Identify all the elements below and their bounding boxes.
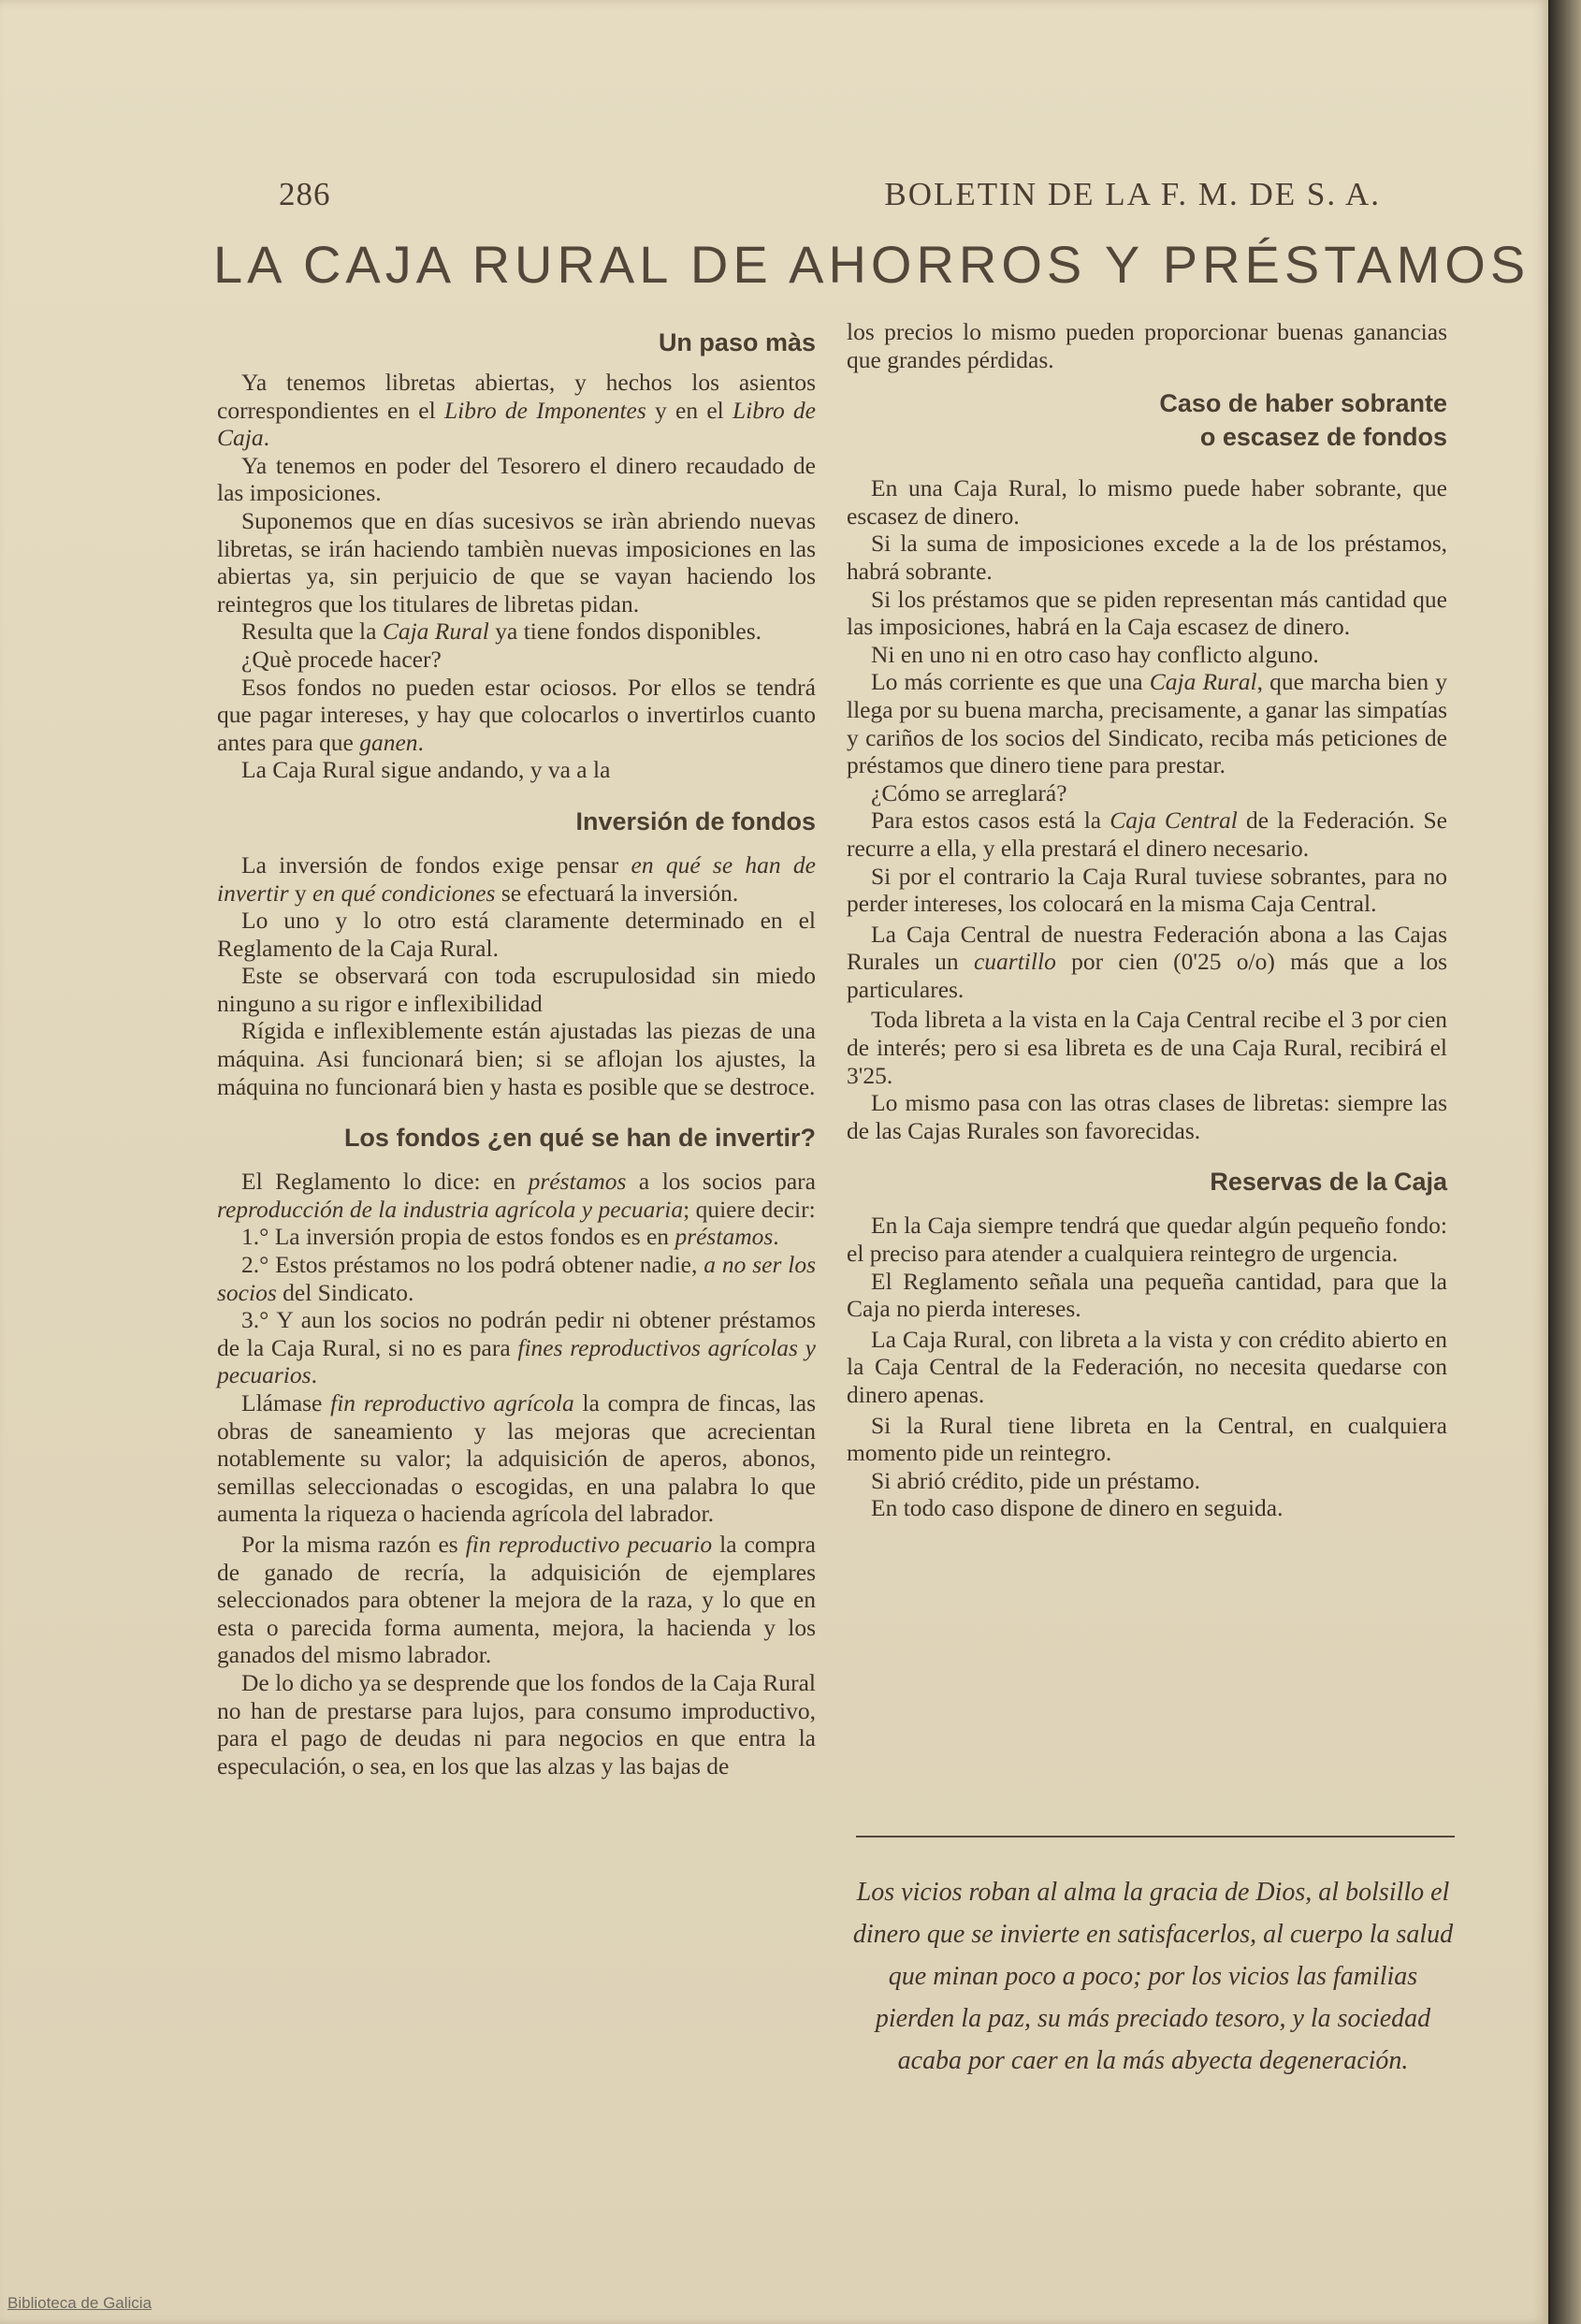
paragraph: ¿Què procede hacer?: [241, 645, 442, 673]
paragraph: ¿Cómo se arreglará?: [871, 778, 1067, 806]
paragraph: La Caja Rural, con libreta a la vista y con crédito abierto en la Caja Central de la Federación, no necesita quedarse con dinero apenas.: [847, 1325, 1447, 1408]
running-header: [279, 176, 1381, 217]
section-heading: Los fondos ¿en qué se han de invertir?: [343, 1124, 816, 1153]
paragraph: Ni en uno ni en otro caso hay conflicto alguno.: [871, 640, 1319, 668]
page-number: 286: [279, 176, 331, 212]
section-heading: Inversión de fondos: [575, 806, 816, 835]
paragraph: Lo uno y lo otro está claramente determinado en el Reglamento de la Caja Rural.: [217, 907, 816, 962]
paragraph: El Reglamento señala una pequeña cantidad, para que la Caja no pierda intereses.: [847, 1267, 1447, 1323]
paragraph: En una Caja Rural, lo mismo puede haber sobrante, que escasez de dinero.: [847, 474, 1447, 530]
paragraph: Rígida e inflexiblemente están ajustadas las piezas de una máquina. Asi funcionará bien; si se aflojan los ajustes, la máquina no funcionará bien y hasta es posible que se destroce.: [217, 1017, 816, 1100]
journal-name: BOLETIN DE LA F. M. DE S. A.: [884, 176, 1381, 212]
paragraph: Si por el contrario la Caja Rural tuviese sobrantes, para no perder intereses, los colocará en la misma Caja Central.: [847, 862, 1447, 918]
paragraph: Si abrió crédito, pide un préstamo.: [871, 1466, 1200, 1494]
paragraph: Llámase fin reproductivo agrícola la compra de fincas, las obras de saneamiento y las mejoras que acrecientan notablemente su valor; la adquisición de aperos, abonos, semillas seleccionadas o escogidas, en una palabra lo que aumenta la riqueza o hacienda agrícola del labrador.: [217, 1389, 816, 1528]
paragraph: Ya tenemos libretas abiertas, y hechos los asientos correspondientes en el Libro de Imponentes y en el Libro de Caja.: [217, 369, 816, 452]
paragraph: Si la Rural tiene libreta en la Central, en cualquiera momento pide un reintegro.: [847, 1411, 1447, 1467]
paragraph: Si la suma de imposiciones excede a la de los préstamos, habrá sobrante.: [847, 530, 1447, 585]
paragraph: La inversión de fondos exige pensar en qué se han de invertir y en qué condiciones se efectuará la inversión.: [217, 850, 816, 907]
paragraph: Para estos casos está la Caja Central de la Federación. Se recurre a ella, y ella prestará el dinero necesario.: [847, 806, 1447, 862]
separator-rule: [856, 1836, 1455, 1837]
section-heading: Reservas de la Caja: [1210, 1168, 1447, 1197]
paragraph: los precios lo mismo pueden proporcionar buenas ganancias que grandes pérdidas.: [847, 318, 1447, 373]
list-item: 2.° Estos préstamos no los podrá obtener nadie, a no ser los socios del Sindicato.: [217, 1251, 816, 1306]
library-watermark[interactable]: Biblioteca de Galicia: [7, 2294, 152, 2312]
paragraph: Esos fondos no pueden estar ociosos. Por ellos se tendrá que pagar intereses, y hay que colocarlos o invertirlos cuanto antes para que ganen.: [217, 673, 816, 756]
paragraph: Toda libreta a la vista en la Caja Central recibe el 3 por cien de interés; pero si esa libreta es de una Caja Rural, recibirá el 3'25.: [847, 1006, 1447, 1089]
paragraph: En la Caja siempre tendrá que quedar algún pequeño fondo: el preciso para atender a cualquiera reintegro de urgencia.: [847, 1212, 1447, 1268]
paragraph: La Caja Rural sigue andando, y va a la: [241, 756, 611, 784]
paragraph: En todo caso dispone de dinero en seguida.: [871, 1494, 1284, 1522]
paragraph: La Caja Central de nuestra Federación abona a las Cajas Rurales un cuartillo por cien (0'25 o/o) más que a los particulares.: [847, 920, 1447, 1003]
paragraph: De lo dicho ya se desprende que los fondos de la Caja Rural no han de prestarse para lujos, para consumo improductivo, para el pago de deudas ni para negocios en que entra la especulación, o sea, en los que las alzas y las bajas de: [217, 1668, 816, 1779]
paragraph: Resulta que la Caja Rural ya tiene fondos disponibles.: [241, 617, 761, 646]
paragraph: Si los préstamos que se piden representan más cantidad que las imposiciones, habrá en la Caja escasez de dinero.: [847, 585, 1447, 641]
list-item: 3.° Y aun los socios no podrán pedir ni obtener préstamos de la Caja Rural, si no es para fines reproductivos agrícolas y pecuarios.: [217, 1306, 816, 1389]
paragraph: Lo más corriente es que una Caja Rural, que marcha bien y llega por su buena marcha, precisamente, a ganar las simpatías y cariños de los socios del Sindicato, reciba más peticiones de préstamos que dinero tiene para prestar.: [847, 668, 1447, 779]
article-title: LA CAJA RURAL DE AHORROS Y PRÉSTAMOS: [213, 235, 1530, 294]
paragraph: Por la misma razón es fin reproductivo pecuario la compra de ganado de recría, la adquisición de ejemplares seleccionados para obtener la mejora de la raza, y lo que en esta o parecida forma aumenta, mejora, la hacienda y los ganados del mismo labrador.: [217, 1530, 816, 1669]
closing-quote: Los vicios roban al alma la gracia de Dios, al bolsillo el dinero que se invierte en satisfacerlos, al cuerpo la salud que minan poco a poco; por los vicios las familias pierden la paz, su más preciado tesoro, y la sociedad acaba por caer en la más abyecta degeneración.: [852, 1878, 1454, 2075]
paragraph: Este se observará con toda escrupulosidad sin miedo ninguno a su rigor e inflexibilidad: [217, 962, 816, 1017]
book-spine-edge: [1548, 0, 1581, 2324]
paragraph: Lo mismo pasa con las otras clases de libretas: siempre las de las Cajas Rurales son favorecidas.: [847, 1089, 1447, 1144]
paragraph: Suponemos que en días sucesivos se iràn abriendo nuevas libretas, se irán haciendo tambièn nuevas imposiciones en las abiertas ya, sin perjuicio de que se vayan haciendo los reintegros que los titulares de libretas pidan.: [217, 506, 816, 617]
right-column: [847, 318, 1447, 1522]
list-item: 1.° La inversión propia de estos fondos es en préstamos.: [241, 1223, 779, 1251]
section-heading: Un paso màs: [658, 328, 816, 356]
paragraph: Ya tenemos en poder del Tesorero el dinero recaudado de las imposiciones.: [217, 451, 816, 507]
section-heading: Caso de haber sobrante o escasez de fondos: [1159, 389, 1447, 452]
left-column: [217, 318, 816, 1779]
paragraph: El Reglamento lo dice: en préstamos a los socios para reproducción de la industria agrícola y pecuaria; quiere decir:: [217, 1168, 816, 1223]
